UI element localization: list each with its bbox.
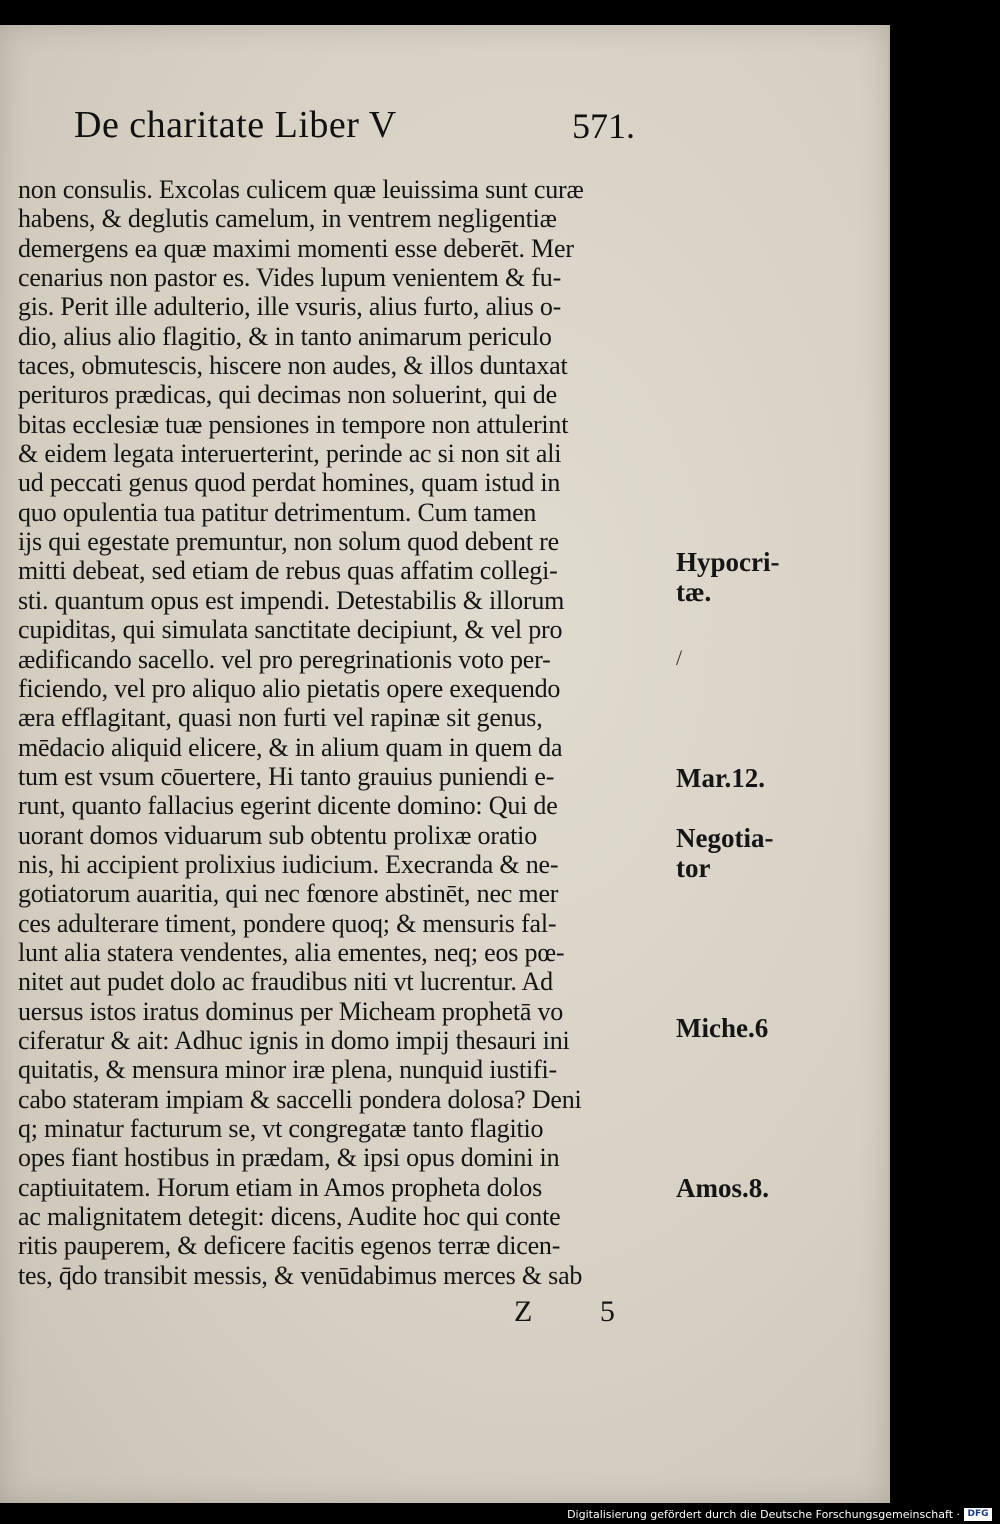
- margin-note-amos8: [676, 1173, 769, 1203]
- text-line: runt, quanto fallacius egerint dicente domino: Qui de: [18, 791, 558, 821]
- text-line: nitet aut pudet dolo ac fraudibus niti vt lucrentur. Ad: [18, 967, 553, 997]
- text-line: uorant domos viduarum sub obtentu prolixæ oratio: [18, 820, 538, 850]
- text-line: tes, q̄do transibit messis, & venūdabimus merces & sab: [18, 1260, 583, 1290]
- text-line: cupiditas, qui simulata sanctitate decipiunt, & vel pro: [18, 615, 563, 645]
- book-page: [0, 25, 890, 1503]
- margin-note-negotiator: [676, 823, 773, 883]
- text-line: opes fiant hostibus in prædam, & ipsi opus domini in: [18, 1143, 560, 1173]
- running-title: De charitate Liber V: [74, 104, 397, 146]
- margin-note-line: Amos.8.: [676, 1173, 769, 1203]
- text-line: quo opulentia tua patitur detrimentum. Cum tamen: [18, 497, 537, 527]
- text-line: non consulis. Excolas culicem quæ leuissima sunt curæ: [18, 175, 584, 204]
- text-line: æra efflagitant, quasi non furti vel rapinæ sit genus,: [18, 703, 543, 733]
- text-line: q; minatur facturum se, vt congregatæ tanto flagitio: [18, 1114, 544, 1143]
- margin-note-line: Hypocri-: [676, 547, 780, 577]
- text-line: dio, alius alio flagitio, & in tanto animarum periculo: [18, 321, 552, 351]
- margin-note-line: Mar.12.: [676, 763, 765, 793]
- margin-note-line: tor: [676, 853, 711, 883]
- text-line: cenarius non pastor es. Vides lupum venientem & fu-: [18, 263, 562, 293]
- text-line: ud peccati genus quod perdat homines, quam istud in: [18, 468, 561, 498]
- footer-bar: [0, 1506, 1000, 1524]
- margin-note-mar12: [676, 763, 765, 793]
- text-line: ficiendo, vel pro aliquo alio pietatis opere exequendo: [18, 673, 561, 703]
- margin-note-line: Negotia-: [676, 823, 774, 853]
- text-line: mēdacio aliquid elicere, & in alium quam in quem da: [18, 732, 563, 762]
- text-line: ædificando sacello. vel pro peregrinationis voto per-: [18, 644, 551, 674]
- text-line: bitas ecclesiæ tuæ pensiones in tempore non attulerint: [18, 409, 569, 439]
- text-line: mitti debeat, sed etiam de rebus quas affatim collegi-: [18, 556, 558, 586]
- text-line: habens, & deglutis camelum, in ventrem negligentiæ: [18, 204, 557, 234]
- margin-note-line: Miche.6: [676, 1013, 769, 1043]
- margin-note-miche6: [676, 1013, 768, 1043]
- text-line: quitatis, & mensura minor iræ plena, nunquid iustifi-: [18, 1055, 557, 1085]
- running-header: [74, 93, 674, 153]
- text-line: ritis pauperem, & deficere facitis egenos terræ dicen-: [18, 1231, 561, 1261]
- text-line: & eidem legata interuerterint, perinde ac si non sit ali: [18, 439, 562, 469]
- dfg-logo-icon: DFG: [964, 1508, 992, 1521]
- text-line: taces, obmutescis, hiscere non audes, & illos duntaxat: [18, 351, 568, 381]
- text-line: ijs qui egestate premuntur, non solum quod debent re: [18, 527, 559, 557]
- text-line: uersus istos iratus dominus per Micheam prophetā vo: [18, 996, 564, 1026]
- text-line: captiuitatem. Horum etiam in Amos propheta dolos: [18, 1172, 543, 1202]
- margin-note-hypocritae: [676, 547, 779, 607]
- text-line: nis, hi accipient prolixius iudicium. Execranda & ne-: [18, 849, 559, 879]
- signature-mark: Z 5: [514, 1295, 645, 1328]
- page-number: 571.: [572, 106, 635, 146]
- text-line: ciferatur & ait: Adhuc ignis in domo impij thesauri ini: [18, 1025, 570, 1055]
- text-line: ac malignitatem detegit: dicens, Audite hoc qui conte: [18, 1202, 561, 1232]
- text-line: demergens ea quæ maximi momenti esse deberēt. Mer: [18, 233, 574, 263]
- text-line: ces adulterare timent, pondere quoq; & mensuris fal-: [18, 908, 557, 938]
- funding-credit: Digitalisierung gefördert durch die Deutsche Forschungsgemeinschaft ·: [567, 1508, 960, 1521]
- ink-mark: /: [676, 645, 683, 670]
- text-line: gis. Perit ille adulterio, ille vsuris, alius furto, alius o-: [18, 292, 562, 322]
- text-line: cabo stateram impiam & saccelli pondera dolosa? Deni: [18, 1084, 582, 1114]
- margin-note-line: tæ.: [676, 577, 712, 607]
- text-line: lunt alia statera vendentes, alia ementes, neq; eos pœ-: [18, 937, 565, 967]
- text-line: perituros prædicas, qui decimas non soluerint, qui de: [18, 380, 557, 410]
- text-line: gotiatorum auaritia, qui nec fœnore abstinēt, nec mer: [18, 879, 559, 909]
- body-text: [18, 175, 670, 1290]
- text-line: tum est vsum cōuertere, Hi tanto grauius puniendi e-: [18, 761, 555, 791]
- text-line: sti. quantum opus est impendi. Detestabilis & illorum: [18, 585, 565, 615]
